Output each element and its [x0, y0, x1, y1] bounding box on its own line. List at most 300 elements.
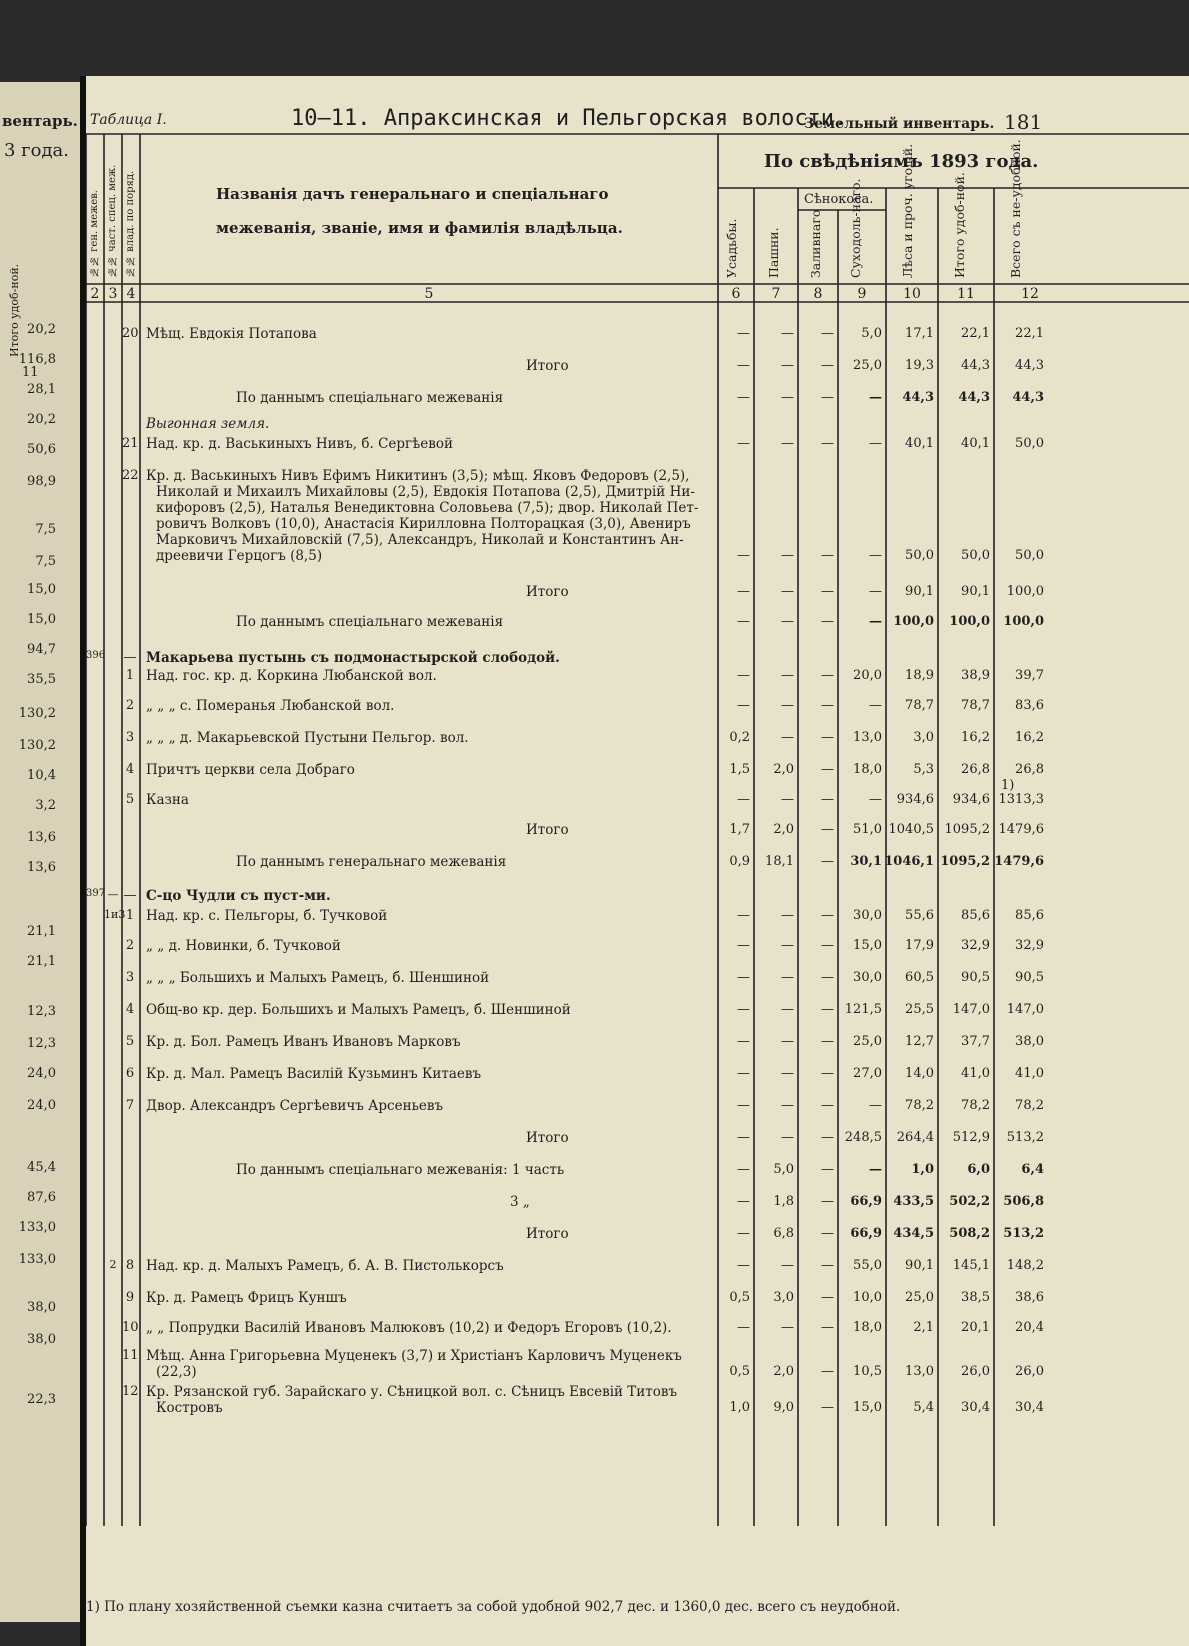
owner-name: Марковичъ Михайловскій (7,5), Александръ, Николай и Константинъ Ан- [156, 532, 684, 548]
row-value: 3,0 [773, 1290, 794, 1305]
row-value: 18,0 [853, 762, 882, 777]
left-page-value: 133,0 [18, 1252, 56, 1267]
row-value: 38,0 [1015, 1034, 1044, 1049]
owner-number: 1 [125, 668, 135, 683]
row-value: — [737, 1320, 750, 1335]
row-value: — [821, 792, 834, 807]
row-value: 90,1 [905, 584, 934, 599]
row-value: 934,6 [952, 792, 990, 807]
row-value: 25,0 [905, 1290, 934, 1305]
row-value: — [737, 1194, 750, 1209]
owner-name: Итого [526, 1226, 569, 1242]
row-value: 32,9 [961, 938, 990, 953]
row-value: 39,7 [1015, 668, 1044, 683]
row-value: 51,0 [853, 822, 882, 837]
row-value: — [821, 762, 834, 777]
row-value: 15,0 [853, 1400, 882, 1415]
row-value: 30,1 [850, 854, 882, 869]
row-value: — [781, 548, 794, 563]
row-value: 512,9 [952, 1130, 990, 1145]
row-value: 1,5 [729, 762, 750, 777]
row-value: 1040,5 [888, 822, 934, 837]
row-value: — [737, 584, 750, 599]
owner-name: Кр. д. Васькиныхъ Нивъ Ефимъ Никитинъ (3,5); мѣщ. Яковъ Федоровъ (2,5), [146, 468, 690, 484]
row-value: 6,8 [773, 1226, 794, 1241]
row-value: — [737, 436, 750, 451]
owner-name: дреевичи Герцогъ (8,5) [156, 548, 323, 564]
row-value: 100,0 [1003, 614, 1044, 629]
table-label: Таблица I. [90, 112, 167, 128]
row-value: — [737, 548, 750, 563]
column-number: 12 [1021, 286, 1039, 302]
row-value: 16,2 [961, 730, 990, 745]
row-value: — [821, 390, 834, 405]
row-value: 85,6 [961, 908, 990, 923]
gen-survey-number: 397 [86, 888, 106, 899]
row-value: — [781, 668, 794, 683]
row-value: 502,2 [949, 1194, 990, 1209]
row-value: — [737, 1098, 750, 1113]
owner-number: — [123, 650, 137, 665]
row-value: 44,3 [1015, 358, 1044, 373]
row-value: 248,5 [844, 1130, 882, 1145]
column-number: 2 [90, 286, 100, 302]
header-gen-id: №№ ген. межев. [89, 190, 100, 277]
row-value: 44,3 [902, 390, 934, 405]
page-title: 10—11. Апраксинская и Пельгорская волости. [291, 106, 848, 131]
owner-number: — [123, 888, 137, 903]
owner-name: кифоровъ (2,5), Наталья Венедиктовна Соловьева (7,5); двор. Николай Пет- [156, 500, 699, 516]
row-value: — [737, 1162, 750, 1177]
col-header-usable: Итого удоб-ной. [952, 172, 967, 278]
row-value: 0,5 [729, 1290, 750, 1305]
row-value: 433,5 [893, 1194, 934, 1209]
row-value: 3,0 [913, 730, 934, 745]
page-subtitle: Земельный инвентарь. [804, 116, 995, 132]
row-value: — [737, 326, 750, 341]
owner-name: Мѣщ. Анна Григорьевна Муценекъ (3,7) и Христіанъ Карловичъ Муценекъ [146, 1348, 682, 1364]
row-value: 1,0 [729, 1400, 750, 1415]
owner-name: С-цо Чудли съ пуст-ми. [146, 888, 331, 904]
row-value: 147,0 [952, 1002, 990, 1017]
row-value: — [821, 326, 834, 341]
spec-survey-number: — [107, 888, 119, 901]
row-value: 1,0 [911, 1162, 934, 1177]
left-page-value: 15,0 [27, 582, 56, 597]
row-value: 2,0 [773, 762, 794, 777]
row-value: 513,2 [1003, 1226, 1044, 1241]
row-value: — [821, 1034, 834, 1049]
row-value: 506,8 [1003, 1194, 1044, 1209]
col-header-total: Всего съ не-удобной. [1008, 139, 1023, 278]
row-value: 147,0 [1006, 1002, 1044, 1017]
row-value: 26,0 [961, 1364, 990, 1379]
owner-name: Итого [526, 1130, 569, 1146]
row-value: — [821, 730, 834, 745]
left-page-value: 45,4 [27, 1160, 56, 1175]
row-value: 0,5 [729, 1364, 750, 1379]
column-number: 3 [108, 286, 118, 302]
column-number: 6 [731, 286, 741, 302]
row-value: 38,5 [961, 1290, 990, 1305]
row-value: — [737, 390, 750, 405]
row-value: 90,5 [961, 970, 990, 985]
owner-number: 9 [125, 1290, 135, 1305]
row-value: — [781, 584, 794, 599]
gen-survey-number: 396 [86, 650, 106, 661]
row-value: 1046,1 [884, 854, 934, 869]
left-page-value: 130,2 [18, 738, 56, 753]
row-value: 2,0 [773, 822, 794, 837]
left-page-value: 116,8 [18, 352, 56, 367]
owner-number: 21 [122, 436, 139, 451]
owner-name: По даннымъ спеціальнаго межеванія [236, 390, 504, 406]
left-page-value: 94,7 [27, 642, 56, 657]
left-page-value: 15,0 [27, 612, 56, 627]
row-value: 13,0 [853, 730, 882, 745]
row-value: 22,1 [1015, 326, 1044, 341]
row-value: 1479,6 [998, 822, 1044, 837]
owner-number: 12 [122, 1384, 139, 1399]
row-value: 30,0 [853, 908, 882, 923]
row-value: 78,7 [961, 698, 990, 713]
owner-name: Кр. д. Рамецъ Фрицъ Куншъ [146, 1290, 347, 1306]
row-value: 1,7 [729, 822, 750, 837]
owner-number: 5 [125, 1034, 135, 1049]
row-value: 78,2 [1015, 1098, 1044, 1113]
owner-number: 5 [125, 792, 135, 807]
left-page-value: 20,2 [27, 412, 56, 427]
left-page-value: 3,2 [35, 798, 56, 813]
row-value: 17,1 [905, 326, 934, 341]
row-value: 26,8 [1015, 762, 1044, 777]
row-value: 14,0 [905, 1066, 934, 1081]
left-page-value: 7,5 [35, 554, 56, 569]
row-value: — [737, 938, 750, 953]
row-value: 60,5 [905, 970, 934, 985]
row-value: — [821, 1066, 834, 1081]
left-page-value: 87,6 [27, 1190, 56, 1205]
owner-name: Итого [526, 584, 569, 600]
row-value: — [737, 698, 750, 713]
left-page-value: 10,4 [27, 768, 56, 783]
row-value: 1,8 [773, 1194, 794, 1209]
row-value: — [821, 584, 834, 599]
row-value: — [821, 908, 834, 923]
left-page-value: 7,5 [35, 522, 56, 537]
row-value: 2,0 [773, 1364, 794, 1379]
left-page-value: 20,2 [27, 322, 56, 337]
row-value: — [869, 698, 882, 713]
row-value: 78,2 [961, 1098, 990, 1113]
left-page-value: 50,6 [27, 442, 56, 457]
row-value: — [781, 1320, 794, 1335]
row-value: 41,0 [1015, 1066, 1044, 1081]
row-value: 13,0 [905, 1364, 934, 1379]
page-number: 181 [1004, 110, 1043, 134]
row-value: 44,3 [961, 358, 990, 373]
row-value: — [781, 1258, 794, 1273]
row-value: 20,1 [961, 1320, 990, 1335]
row-value: — [737, 614, 750, 629]
row-value: — [737, 1034, 750, 1049]
row-value: 264,4 [896, 1130, 934, 1145]
owner-number: 20 [122, 326, 139, 341]
row-value: 19,3 [905, 358, 934, 373]
owner-name: Мѣщ. Евдокія Потапова [146, 326, 317, 342]
row-value: 83,6 [1015, 698, 1044, 713]
row-value: 10,5 [853, 1364, 882, 1379]
left-page-title: вентарь. [2, 112, 78, 130]
row-value: 27,0 [853, 1066, 882, 1081]
row-value: 934,6 [896, 792, 934, 807]
row-value: — [821, 668, 834, 683]
row-value: — [821, 1400, 834, 1415]
row-value: — [737, 908, 750, 923]
row-value: — [781, 326, 794, 341]
page [86, 76, 1189, 1646]
owner-name: Над. кр. д. Васькиныхъ Нивъ, б. Сергѣевой [146, 436, 453, 452]
row-value: — [869, 436, 882, 451]
row-value: — [737, 1066, 750, 1081]
period-header: По свѣдѣніямъ 1893 года. [764, 151, 1039, 172]
left-page-value: 24,0 [27, 1066, 56, 1081]
row-value: 145,1 [952, 1258, 990, 1273]
row-value: 50,0 [1015, 436, 1044, 451]
left-page-value: 38,0 [27, 1332, 56, 1347]
owner-name: Итого [526, 822, 569, 838]
owner-number: 8 [125, 1258, 135, 1273]
row-value: — [869, 614, 882, 629]
row-value: — [869, 792, 882, 807]
left-page-value: 130,2 [18, 706, 56, 721]
row-value: — [821, 938, 834, 953]
owner-number: 4 [125, 1002, 135, 1017]
row-value: 121,5 [844, 1002, 882, 1017]
row-value: — [781, 1066, 794, 1081]
owner-number: 1 [125, 908, 135, 923]
row-value: 0,2 [729, 730, 750, 745]
row-value: — [821, 1194, 834, 1209]
row-value: — [781, 730, 794, 745]
row-value: — [821, 1162, 834, 1177]
left-page-col-number: 11 [22, 365, 39, 380]
owner-name: Костровъ [156, 1400, 223, 1416]
owner-name: По даннымъ спеціальнаго межеванія: 1 часть [236, 1162, 565, 1178]
left-page-value: 28,1 [27, 382, 56, 397]
row-value: — [869, 1098, 882, 1113]
row-value: 37,7 [961, 1034, 990, 1049]
row-value: 508,2 [949, 1226, 990, 1241]
row-value: 17,9 [905, 938, 934, 953]
owner-number: 10 [122, 1320, 139, 1335]
row-value: — [821, 1002, 834, 1017]
row-value: — [781, 436, 794, 451]
row-value: 5,0 [861, 326, 882, 341]
row-value: — [737, 970, 750, 985]
row-value: 66,9 [850, 1194, 882, 1209]
row-value: — [821, 614, 834, 629]
row-value: 40,1 [961, 436, 990, 451]
row-value: 44,3 [1012, 390, 1044, 405]
owner-name: Над. кр. с. Пельгоры, б. Тучковой [146, 908, 388, 924]
left-page-value: 133,0 [18, 1220, 56, 1235]
col-header-dry-hay: Суходоль-наго. [848, 178, 863, 278]
row-value: — [781, 792, 794, 807]
row-value: 78,7 [905, 698, 934, 713]
row-value: — [821, 436, 834, 451]
row-value: — [821, 1320, 834, 1335]
row-value: 40,1 [905, 436, 934, 451]
row-value: 90,1 [905, 1258, 934, 1273]
col-header-arable: Пашни. [766, 227, 781, 278]
left-page-value: 22,3 [27, 1392, 56, 1407]
row-value: — [869, 584, 882, 599]
row-value: 148,2 [1006, 1258, 1044, 1273]
row-value: 100,0 [893, 614, 934, 629]
row-value: 85,6 [1015, 908, 1044, 923]
left-page-value: 12,3 [27, 1036, 56, 1051]
row-value: — [821, 1364, 834, 1379]
row-value: — [781, 614, 794, 629]
row-value: — [821, 1226, 834, 1241]
owner-number: 2 [125, 938, 135, 953]
row-value: 434,5 [893, 1226, 934, 1241]
spec-survey-number: 2 [109, 1258, 117, 1271]
header-owner-id: №№ влад. по поряд. [125, 170, 136, 277]
footnote: 1) По плану хозяйственной съемки казна считаетъ за собой удобной 902,7 дес. и 1360,0 дес. всего съ неудобной. [86, 1599, 901, 1615]
row-value: — [781, 358, 794, 373]
row-value: — [781, 938, 794, 953]
col-header-flood-hay: Заливнаго [808, 209, 823, 278]
row-value: — [821, 698, 834, 713]
owner-name: Общ-во кр. дер. Большихъ и Малыхъ Рамецъ, б. Шеншиной [146, 1002, 571, 1018]
row-value: 5,3 [913, 762, 934, 777]
row-value: 41,0 [961, 1066, 990, 1081]
row-value: 1095,2 [940, 854, 990, 869]
left-page-value: 13,6 [27, 860, 56, 875]
row-value: 55,0 [853, 1258, 882, 1273]
row-value: 32,9 [1015, 938, 1044, 953]
left-page-value: 24,0 [27, 1098, 56, 1113]
row-value: — [821, 854, 834, 869]
left-page-value: 35,5 [27, 672, 56, 687]
row-value: — [737, 1002, 750, 1017]
spec-survey-number: 1и3 [104, 908, 126, 921]
col-header-estates: Усадьбы. [724, 218, 739, 278]
owner-name: Над. кр. д. Малыхъ Рамецъ, б. А. В. Пистолькорсъ [146, 1258, 504, 1274]
owner-number: 3 [125, 730, 135, 745]
name-header-line-2: межеванія, званіе, имя и фамилія владѣльца. [216, 219, 623, 237]
row-value: — [869, 1162, 882, 1177]
row-value: — [781, 970, 794, 985]
row-value: 6,4 [1021, 1162, 1044, 1177]
row-value: 10,0 [853, 1290, 882, 1305]
row-value: 55,6 [905, 908, 934, 923]
row-value: 1313,3 [998, 792, 1044, 807]
row-value: 9,0 [773, 1400, 794, 1415]
name-header-line-1: Названія дачъ генеральнаго и спеціальнаго [216, 185, 609, 203]
row-value: 1095,2 [944, 822, 990, 837]
row-value: — [821, 970, 834, 985]
owner-number: 11 [122, 1348, 139, 1363]
row-value: 2,1 [913, 1320, 934, 1335]
owner-name: Николай и Михаилъ Михайловы (2,5), Евдокія Потапова (2,5), Дмитрій Ни- [156, 484, 695, 500]
row-value: 0,9 [729, 854, 750, 869]
row-value: — [781, 698, 794, 713]
row-value: 5,4 [913, 1400, 934, 1415]
owner-name: „ „ „ Большихъ и Малыхъ Рамецъ, б. Шеншиной [146, 970, 490, 986]
owner-name: Выгонная земля. [146, 416, 270, 432]
owner-name: Двор. Александръ Сергѣевичъ Арсеньевъ [146, 1098, 444, 1114]
row-value: — [737, 668, 750, 683]
left-page-value: 98,9 [27, 474, 56, 489]
row-value: 44,3 [958, 390, 990, 405]
row-value: — [781, 1002, 794, 1017]
row-value: — [821, 822, 834, 837]
column-number: 4 [126, 286, 136, 302]
row-value: 6,0 [967, 1162, 990, 1177]
column-number: 9 [857, 286, 867, 302]
row-value: — [869, 548, 882, 563]
row-value: — [737, 1258, 750, 1273]
owner-name: Кр. Рязанской губ. Зарайскаго у. Сѣницкой вол. с. Сѣницъ Евсевій Титовъ [146, 1384, 678, 1400]
owner-name: „ „ Попрудки Василій Ивановъ Малюковъ (10,2) и Федоръ Егоровъ (10,2). [146, 1320, 672, 1336]
hay-header: Сѣнокоса. [804, 192, 874, 207]
row-value: 12,7 [905, 1034, 934, 1049]
owner-name: (22,3) [156, 1364, 197, 1380]
row-value: 30,4 [961, 1400, 990, 1415]
row-value: 15,0 [853, 938, 882, 953]
row-value: 38,6 [1015, 1290, 1044, 1305]
owner-name: Казна [146, 792, 189, 808]
row-value: 50,0 [905, 548, 934, 563]
row-value: 22,1 [961, 326, 990, 341]
owner-number: 3 [125, 970, 135, 985]
row-value: 25,0 [853, 1034, 882, 1049]
row-value: — [737, 1226, 750, 1241]
left-page-value: 21,1 [27, 924, 56, 939]
owner-name: Итого [526, 358, 569, 374]
row-value: — [781, 1130, 794, 1145]
row-value: 25,0 [853, 358, 882, 373]
owner-name: По даннымъ спеціальнаго межеванія [236, 614, 504, 630]
row-value: 30,4 [1015, 1400, 1044, 1415]
row-value: — [869, 390, 882, 405]
column-number: 10 [903, 286, 921, 302]
owner-name: Кр. д. Бол. Рамецъ Иванъ Ивановъ Марковъ [146, 1034, 461, 1050]
row-value: 20,0 [853, 668, 882, 683]
row-value: — [821, 548, 834, 563]
row-value: — [821, 1290, 834, 1305]
row-value: 18,9 [905, 668, 934, 683]
row-value: 16,2 [1015, 730, 1044, 745]
owner-name: „ „ „ с. Померанья Любанской вол. [146, 698, 395, 714]
column-number: 7 [771, 286, 781, 302]
owner-number: 7 [125, 1098, 135, 1113]
left-page-col-header: Итого удоб-ной. [8, 263, 21, 357]
left-page-value: 38,0 [27, 1300, 56, 1315]
owner-name: Над. гос. кр. д. Коркина Любанской вол. [146, 668, 437, 684]
row-value: — [781, 908, 794, 923]
row-value: — [781, 1098, 794, 1113]
owner-number: 4 [125, 762, 135, 777]
row-value: 513,2 [1006, 1130, 1044, 1145]
row-value: 66,9 [850, 1226, 882, 1241]
row-value: 25,5 [905, 1002, 934, 1017]
owner-name: Кр. д. Мал. Рамецъ Василій Кузьминъ Китаевъ [146, 1066, 482, 1082]
row-value: 18,1 [765, 854, 794, 869]
